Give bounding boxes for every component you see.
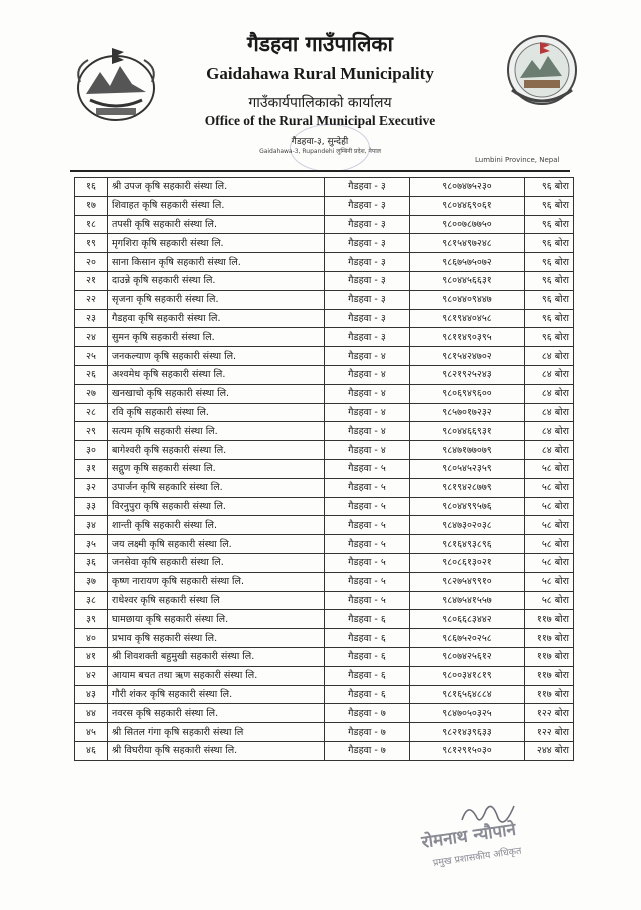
table-row [75,384,574,403]
cooperative-name-cell: श्री विघरीया कृषि सहकारी संस्था लि. [108,741,325,760]
bag-count-cell: ९६ बोरा [525,253,574,272]
ward-cell: गैडहवा - ३ [325,178,410,197]
bag-count-cell: ५८ बोरा [525,497,574,516]
cooperative-name-cell: विरनुपुरा कृषि सहकारी संस्था लि. [108,497,325,516]
phone-number-cell: ९८१२९१५०३० [410,741,525,760]
table-row [75,572,574,591]
phone-number-cell: ९८२१९२५२४३ [410,365,525,384]
table-row [75,497,574,516]
bag-count-cell: ११७ बोरा [525,629,574,648]
cooperative-name-cell: सृजना कृषि सहकारी संस्था लि. [108,290,325,309]
serial-number-cell: २६ [75,365,108,384]
bag-count-cell: ८४ बोरा [525,384,574,403]
serial-number-cell: ४५ [75,723,108,742]
bag-count-cell: १२२ बोरा [525,723,574,742]
phone-number-cell: ९८५७०१७२३२ [410,403,525,422]
bag-count-cell: ८४ बोरा [525,347,574,366]
ward-cell: गैडहवा - ५ [325,516,410,535]
table-row [75,178,574,197]
cooperative-name-cell: घामछाया कृषि सहकारी संस्था लि. [108,610,325,629]
cooperative-name-cell: राधेश्वर कृषि सहकारी संस्था लि [108,591,325,610]
ward-cell: गैडहवा - ४ [325,441,410,460]
phone-number-cell: ९८६७५२०२५८ [410,629,525,648]
phone-number-cell: ९८०५४५२३५९ [410,459,525,478]
cooperative-name-cell: प्रभाव कृषि सहकारी संस्था लि. [108,629,325,648]
serial-number-cell: २९ [75,422,108,441]
phone-number-cell: ९८०८६१३०२१ [410,553,525,572]
phone-number-cell: ९८२१४३९६३३ [410,723,525,742]
bag-count-cell: ११७ बोरा [525,647,574,666]
cooperative-name-cell: जय लक्ष्मी कृषि सहकारी संस्था लि. [108,535,325,554]
cooperative-allocation-table [74,177,574,761]
table-row [75,666,574,685]
table-row [75,704,574,723]
phone-number-cell: ९८४७०५०३२५ [410,704,525,723]
table-row [75,403,574,422]
bag-count-cell: ८४ बोरा [525,365,574,384]
cooperative-name-cell: श्री शिवशक्ती बहुमुखी सहकारी संस्था लि. [108,647,325,666]
cooperative-name-cell: मृगशिरा कृषि सहकारी संस्था लि. [108,234,325,253]
serial-number-cell: १६ [75,178,108,197]
serial-number-cell: ४१ [75,647,108,666]
serial-number-cell: १७ [75,196,108,215]
table-row [75,647,574,666]
serial-number-cell: २५ [75,347,108,366]
cooperative-name-cell: उपार्जन कृषि सहकारि संस्था लि. [108,478,325,497]
cooperative-name-cell: गैडहवा कृषि सहकारी संस्था लि. [108,309,325,328]
serial-number-cell: ३६ [75,553,108,572]
serial-number-cell: २२ [75,290,108,309]
ward-cell: गैडहवा - ७ [325,704,410,723]
cooperative-name-cell: शिवाहत कृषि सहकारी संस्था लि. [108,196,325,215]
cooperative-name-cell: जनसेवा कृषि सहकारी संस्था लि. [108,553,325,572]
ward-cell: गैडहवा - ५ [325,497,410,516]
serial-number-cell: ३१ [75,459,108,478]
table-row [75,741,574,760]
phone-number-cell: ९८१९४२८७७९ [410,478,525,497]
serial-number-cell: ३५ [75,535,108,554]
signatory-title: प्रमुख प्रशासकीय अधिकृत [432,845,523,869]
table-row [75,591,574,610]
ward-cell: गैडहवा - ४ [325,422,410,441]
serial-number-cell: ४२ [75,666,108,685]
nepal-emblem-icon [70,42,162,124]
table-row [75,196,574,215]
table-row [75,553,574,572]
table-row [75,441,574,460]
ward-cell: गैडहवा - ४ [325,403,410,422]
cooperative-name-cell: गौरी शंकर कृषि सहकारी संस्था लि. [108,685,325,704]
table-row [75,347,574,366]
serial-number-cell: ३२ [75,478,108,497]
phone-number-cell: ९८१५४९७२४८ [410,234,525,253]
ward-cell: गैडहवा - ५ [325,478,410,497]
cooperative-name-cell: साना किसान कृषि सहकारी संस्था लि. [108,253,325,272]
cooperative-name-cell: रवि कृषि सहकारी संस्था लि. [108,403,325,422]
ward-cell: गैडहवा - ६ [325,685,410,704]
serial-number-cell: ४६ [75,741,108,760]
ward-cell: गैडहवा - ४ [325,384,410,403]
ward-cell: गैडहवा - ४ [325,347,410,366]
table-row [75,309,574,328]
phone-number-cell: ९८०७४७५२३० [410,178,525,197]
header-divider [70,170,570,172]
phone-number-cell: ९८१५४२४७०२ [410,347,525,366]
province-label: Lumbini Province, Nepal [475,156,560,164]
serial-number-cell: ४३ [75,685,108,704]
ward-cell: गैडहवा - ३ [325,215,410,234]
cooperative-name-cell: श्री उपज कृषि सहकारी संस्था लि. [108,178,325,197]
ward-cell: गैडहवा - ७ [325,723,410,742]
table-row [75,271,574,290]
bag-count-cell: ८४ बोरा [525,422,574,441]
table-row [75,535,574,554]
table-row [75,422,574,441]
bag-count-cell: ९६ बोरा [525,215,574,234]
cooperative-name-cell: बागेश्वरी कृषि सहकारी संस्था लि. [108,441,325,460]
bag-count-cell: ९६ बोरा [525,271,574,290]
ward-cell: गैडहवा - ३ [325,234,410,253]
bag-count-cell: ९६ बोरा [525,178,574,197]
table-row [75,365,574,384]
ward-cell: गैडहवा - ६ [325,610,410,629]
cooperative-name-cell: तपसी कृषि सहकारी संस्था लि. [108,215,325,234]
cooperative-name-cell: खनखाचो कृषि सहकारी संस्था लि. [108,384,325,403]
address-small: Gaidahawa-3, Rupandehi लुम्बिनी प्रदेश, नेपाल [259,148,381,155]
table-row [75,629,574,648]
ward-cell: गैडहवा - ५ [325,572,410,591]
phone-number-cell: ९८२७५४९९१० [410,572,525,591]
serial-number-cell: २० [75,253,108,272]
phone-number-cell: ९८४७३०२०३८ [410,516,525,535]
phone-number-cell: ९८०४४५६६३१ [410,271,525,290]
ward-cell: गैडहवा - ६ [325,629,410,648]
cooperative-name-cell: सत्यम कृषि सहकारी संस्था लि. [108,422,325,441]
phone-number-cell: ९८१६५६४८८४ [410,685,525,704]
municipality-title-english: Gaidahawa Rural Municipality [206,64,434,83]
ward-cell: गैडहवा - ६ [325,647,410,666]
bag-count-cell: ५८ बोरा [525,553,574,572]
table-row [75,610,574,629]
table-row [75,478,574,497]
phone-number-cell: ९८००३४१८१९ [410,666,525,685]
cooperative-name-cell: आयाम बचत तथा ऋण सहकारी संस्था लि. [108,666,325,685]
table-body [75,178,574,761]
table-row [75,328,574,347]
serial-number-cell: ३४ [75,516,108,535]
serial-number-cell: १९ [75,234,108,253]
bag-count-cell: १२२ बोरा [525,704,574,723]
serial-number-cell: ३३ [75,497,108,516]
table-row [75,234,574,253]
ward-cell: गैडहवा - ३ [325,253,410,272]
serial-number-cell: ३८ [75,591,108,610]
cooperative-name-cell: अश्वमेध कृषि सहकारी संस्था लि. [108,365,325,384]
serial-number-cell: ३७ [75,572,108,591]
bag-count-cell: २४४ बोरा [525,741,574,760]
serial-number-cell: २३ [75,309,108,328]
office-title-english: Office of the Rural Municipal Executive [204,113,436,128]
municipality-title-nepali: गैडहवा गाउँपालिका [246,32,393,56]
phone-number-cell: ९८६७५७५०७२ [410,253,525,272]
ward-cell: गैडहवा - ५ [325,591,410,610]
bag-count-cell: ८४ बोरा [525,441,574,460]
bag-count-cell: ५८ बोरा [525,572,574,591]
phone-number-cell: ९८०४४९९५७६ [410,497,525,516]
serial-number-cell: १८ [75,215,108,234]
phone-number-cell: ९८४७१७७०७९ [410,441,525,460]
cooperative-name-cell: जनकल्याण कृषि सहकारी संस्था लि. [108,347,325,366]
municipality-logo-icon [504,32,580,112]
address-nepali: गैडहवा-३, सुन्देही [291,137,349,147]
bag-count-cell: ९६ बोरा [525,234,574,253]
ward-cell: गैडहवा - ३ [325,309,410,328]
serial-number-cell: २८ [75,403,108,422]
phone-number-cell: ९८०७४२५६१२ [410,647,525,666]
table-row [75,459,574,478]
serial-number-cell: ४० [75,629,108,648]
bag-count-cell: ५८ बोरा [525,459,574,478]
ward-cell: गैडहवा - ५ [325,459,410,478]
cooperative-name-cell: सुमन कृषि सहकारी संस्था लि. [108,328,325,347]
serial-number-cell: २४ [75,328,108,347]
phone-number-cell: ९८१६४९३८९६ [410,535,525,554]
bag-count-cell: ५८ बोरा [525,478,574,497]
bag-count-cell: ९६ बोरा [525,196,574,215]
bag-count-cell: ५८ बोरा [525,535,574,554]
bag-count-cell: ९६ बोरा [525,328,574,347]
cooperative-name-cell: कृष्ण नारायण कृषि सहकारी संस्था लि. [108,572,325,591]
bag-count-cell: ११७ बोरा [525,610,574,629]
phone-number-cell: ९८४७५४१५५७ [410,591,525,610]
office-title-nepali: गाउँकार्यपालिकाको कार्यालय [248,95,392,111]
ward-cell: गैडहवा - ३ [325,328,410,347]
bag-count-cell: ८४ बोरा [525,403,574,422]
phone-number-cell: ९८०४४६६९३१ [410,422,525,441]
phone-number-cell: ९८०६९४९६०० [410,384,525,403]
table-row [75,723,574,742]
ward-cell: गैडहवा - ३ [325,271,410,290]
ward-cell: गैडहवा - ३ [325,196,410,215]
serial-number-cell: ३० [75,441,108,460]
signatory-name: रोमनाथ न्यौपाने [420,819,518,853]
bag-count-cell: ९६ बोरा [525,309,574,328]
serial-number-cell: ३९ [75,610,108,629]
phone-number-cell: ९८०४४०९४४७ [410,290,525,309]
phone-number-cell: ९८११४९०३९५ [410,328,525,347]
bag-count-cell: ५८ बोरा [525,516,574,535]
cooperative-name-cell: दाउन्ने कृषि सहकारी संस्था लि. [108,271,325,290]
cooperative-name-cell: शान्ती कृषि सहकारी संस्था लि. [108,516,325,535]
bag-count-cell: ११७ बोरा [525,685,574,704]
phone-number-cell: ९८०६६८३४४२ [410,610,525,629]
serial-number-cell: ४४ [75,704,108,723]
table-row [75,516,574,535]
phone-number-cell: ९८०४४६९०६१ [410,196,525,215]
table-row [75,215,574,234]
cooperative-name-cell: श्री सितल गंगा कृषि सहकारी संस्था लि [108,723,325,742]
bag-count-cell: ५८ बोरा [525,591,574,610]
serial-number-cell: २१ [75,271,108,290]
table-row [75,290,574,309]
ward-cell: गैडहवा - ५ [325,535,410,554]
ward-cell: गैडहवा - ४ [325,365,410,384]
bag-count-cell: ९६ बोरा [525,290,574,309]
ward-cell: गैडहवा - ६ [325,666,410,685]
serial-number-cell: २७ [75,384,108,403]
cooperative-name-cell: नवरस कृषि सहकारी संस्था लि. [108,704,325,723]
ward-cell: गैडहवा - ३ [325,290,410,309]
bag-count-cell: ११७ बोरा [525,666,574,685]
phone-number-cell: ९८००७८७७५० [410,215,525,234]
cooperative-name-cell: सद्गुण कृषि सहकारी संस्था लि. [108,459,325,478]
ward-cell: गैडहवा - ७ [325,741,410,760]
ward-cell: गैडहवा - ५ [325,553,410,572]
table-row [75,253,574,272]
phone-number-cell: ९८१९४४०४५८ [410,309,525,328]
table-row [75,685,574,704]
signature-block [420,800,560,890]
